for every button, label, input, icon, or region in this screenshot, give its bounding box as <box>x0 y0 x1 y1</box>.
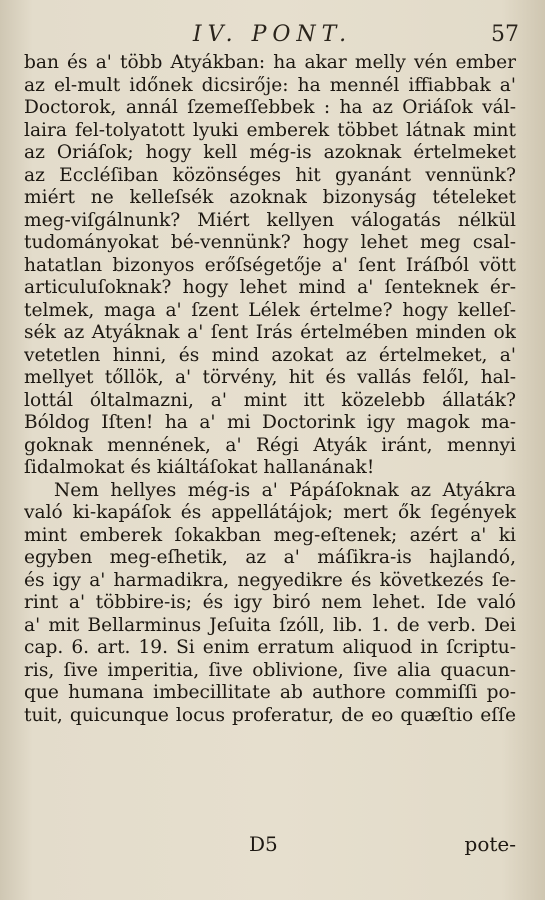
page-number: 57 <box>491 22 519 47</box>
text-line: egyben meg-eſhetik, az a' máſikra-is hajlandó, <box>24 547 516 568</box>
text-line: sék az Atyáknak a' ſent Irás értelmében minden ok <box>24 322 516 343</box>
text-line: articuluſoknak? hogy lehet mind a' ſenteknek ér- <box>24 277 516 298</box>
catchword: pote- <box>464 832 516 856</box>
text-line: cap. 6. art. 19. Si enim erratum aliquod in ſcriptu- <box>24 637 516 658</box>
text-line: lottál óltalmazni, a' mint itt közelebb állaták? <box>24 389 516 411</box>
text-line: mellyet tőllök, a' törvény, hit és vallás felől, hal- <box>24 367 516 388</box>
text-line: ſidalmokat és kiáltáſokat hallanának! <box>24 457 375 478</box>
text-line: tudományokat bé-vennünk? hogy lehet meg csal- <box>24 232 516 253</box>
text-line: való ki-kapáſok és appellátájok; mert ők ſegények <box>24 502 516 523</box>
text-line: vetetlen hinni, és mind azokat az értelmeket, a' <box>24 344 516 366</box>
text-line: ris, ſive imperitia, ſive oblivione, ſive alia quacun- <box>24 659 516 681</box>
body-text <box>24 52 516 727</box>
text-line: az Oriáſok; hogy kell még-is azoknak értelmeket <box>24 142 516 163</box>
text-line: miért ne kelleſsék azoknak bizonyság tételeket <box>24 187 516 208</box>
text-line: laira fel-tolyatott lyuki emberek többet látnak mint <box>24 119 516 141</box>
text-line: que humana imbecillitate ab authore commiſſi po- <box>24 682 516 703</box>
running-head: IV. PONT. <box>192 22 353 47</box>
page-footer <box>24 832 516 858</box>
text-line: goknak mennének, a' Régi Atyák iránt, mennyi <box>24 434 516 456</box>
text-line: ban és a' több Atyákban: ha akar melly vén ember <box>24 52 516 73</box>
text-line: Doctorok, annál ſzemeſſebbek : ha az Oriáſok vál- <box>24 97 516 118</box>
text-line: az el-mult időnek dicsirője: ha mennél iffiabbak a' <box>24 74 516 96</box>
page-header <box>22 22 523 52</box>
text-line: az Eccléſiban közönséges hit gyanánt vennünk? <box>24 164 516 186</box>
text-line: mint emberek ſokakban meg-eſtenek; azért a' ki <box>24 524 516 546</box>
text-line: telmek, maga a' ſzent Lélek értelme? hogy kelleſ- <box>24 299 516 321</box>
text-line: és igy a' harmadikra, negyedikre és következés ſe- <box>24 569 516 591</box>
text-line: a' mit Bellarminus Jeſuita ſzóll, lib. 1. de verb. Dei <box>24 614 516 636</box>
text-line: hatatlan bizonyos erőſségetője a' ſent Iráſból vött <box>24 254 516 276</box>
text-line: tuit, quicunque locus proferatur, de eo quæſtio eſſe <box>24 704 516 726</box>
signature-mark: D5 <box>249 832 278 856</box>
text-line: meg-viſgálnunk? Miért kellyen válogatás nélkül <box>24 209 516 231</box>
text-line: Nem hellyes még-is a' Pápáſoknak az Atyákra <box>54 479 516 501</box>
text-line: rint a' többire-is; és igy biró nem lehet. Ide való <box>24 592 516 613</box>
text-line: Bóldog Iſten! ha a' mi Doctorink igy magok ma- <box>24 412 516 433</box>
